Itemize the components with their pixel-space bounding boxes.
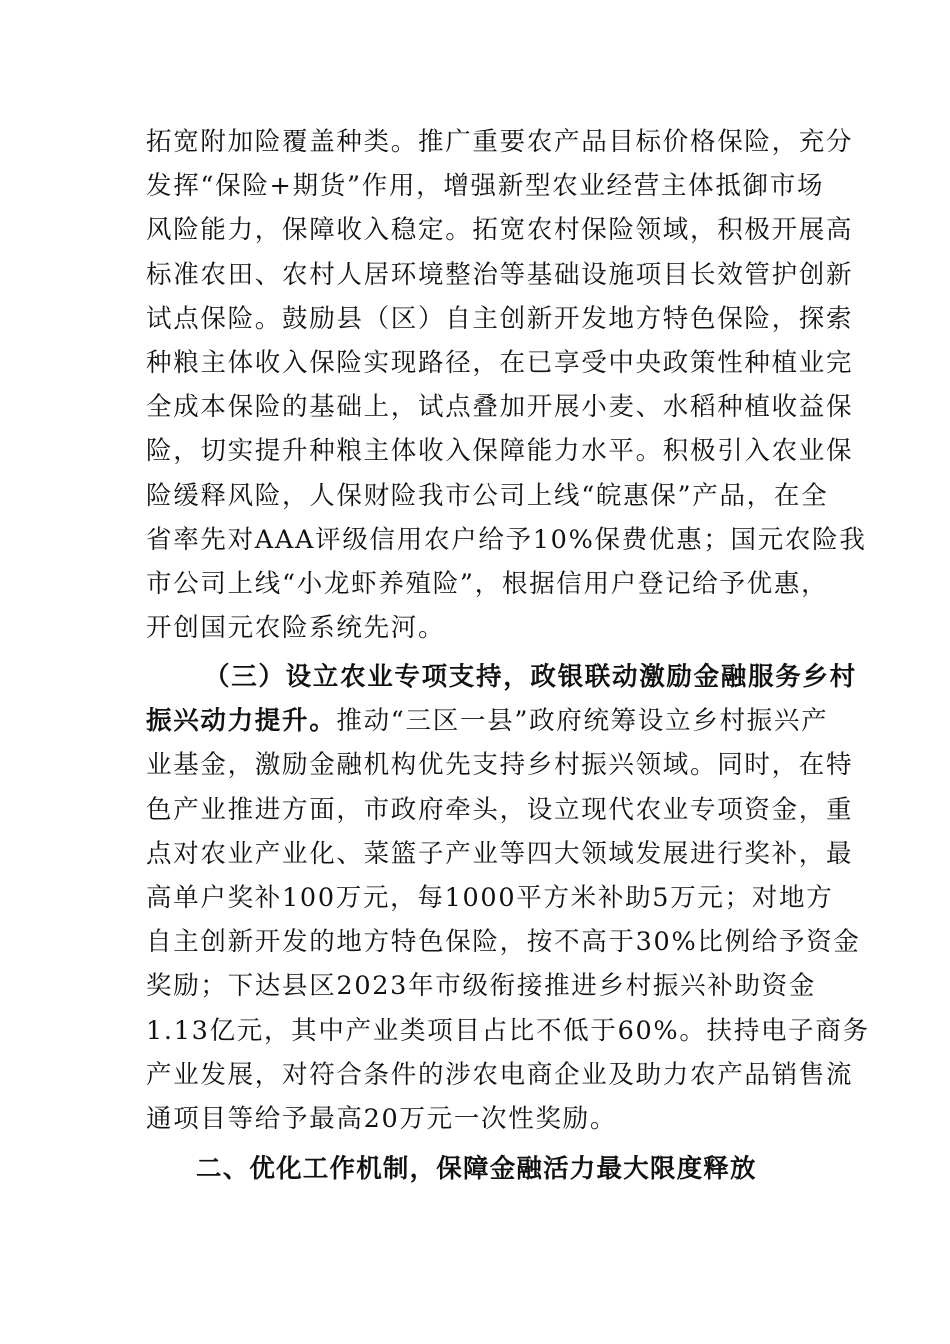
section-heading: 二、优化工作机制，保障金融活力最大限度释放 xyxy=(196,1154,757,1184)
text-line: 拓宽附加险覆盖种类。推广重要农产品目标价格保险，充分 xyxy=(146,127,854,157)
text-line: 风险能力，保障收入稳定。拓宽农村保险领域，积极开展高 xyxy=(146,215,854,246)
text-line: 高单户奖补100万元，每1000平方米补助5万元；对地方 xyxy=(146,882,834,913)
text-line: 标准农田、农村人居环境整治等基础设施项目长效管护创新 xyxy=(146,259,854,290)
text-line: 险缓释风险，人保财险我市公司上线“皖惠保”产品，在全 xyxy=(146,480,829,511)
text-line: 开创国元农险系统先河。 xyxy=(146,613,446,644)
section-subheading-continued: 振兴动力提升。 xyxy=(146,706,337,737)
text-line: 色产业推进方面，市政府牵头，设立现代农业专项资金，重 xyxy=(146,794,854,825)
text-line: 发挥“保险+期货”作用，增强新型农业经营主体抵御市场 xyxy=(146,171,825,202)
text-line xyxy=(146,699,829,743)
text-line: 奖励；下达县区2023年市级衔接推进乡村振兴补助资金 xyxy=(146,971,817,1002)
section-subheading: （三）设立农业专项支持，政银联动激励金融服务乡村 xyxy=(204,662,857,692)
text-line xyxy=(146,655,857,699)
text-line: 1.13亿元，其中产业类项目占比不低于60%。扶持电子商务 xyxy=(146,1015,870,1046)
text-line: 点对农业产业化、菜篮子产业等四大领域发展进行奖补，最 xyxy=(146,838,854,869)
text-line: 市公司上线“小龙虾养殖险”，根据信用户登记给予优惠， xyxy=(146,568,829,599)
paragraph-insurance xyxy=(146,120,867,650)
text-line: 产业发展，对符合条件的涉农电商企业及助力农产品销售流 xyxy=(146,1059,854,1090)
text-line: 试点保险。鼓励县（区）自主创新开发地方特色保险，探索 xyxy=(146,303,854,334)
text-line: 省率先对AAA评级信用农户给予10%保费优惠；国元农险我 xyxy=(146,524,867,555)
text-line: 自主创新开发的地方特色保险，按不高于30%比例给予资金 xyxy=(146,927,861,958)
text-line: 全成本保险的基础上，试点叠加开展小麦、水稻种植收益保 xyxy=(146,392,854,423)
text-line: 通项目等给予最高20万元一次性奖励。 xyxy=(146,1103,618,1134)
text-line: 种粮主体收入保险实现路径，在已享受中央政策性种植业完 xyxy=(146,347,854,378)
text-run: 推动“三区一县”政府统筹设立乡村振兴产 xyxy=(336,706,829,737)
paragraph-special-support xyxy=(146,655,870,1141)
text-line: 业基金，激励金融机构优先支持乡村振兴领域。同时，在特 xyxy=(146,750,854,781)
text-line: 险，切实提升种粮主体收入保障能力水平。积极引入农业保 xyxy=(146,436,854,467)
